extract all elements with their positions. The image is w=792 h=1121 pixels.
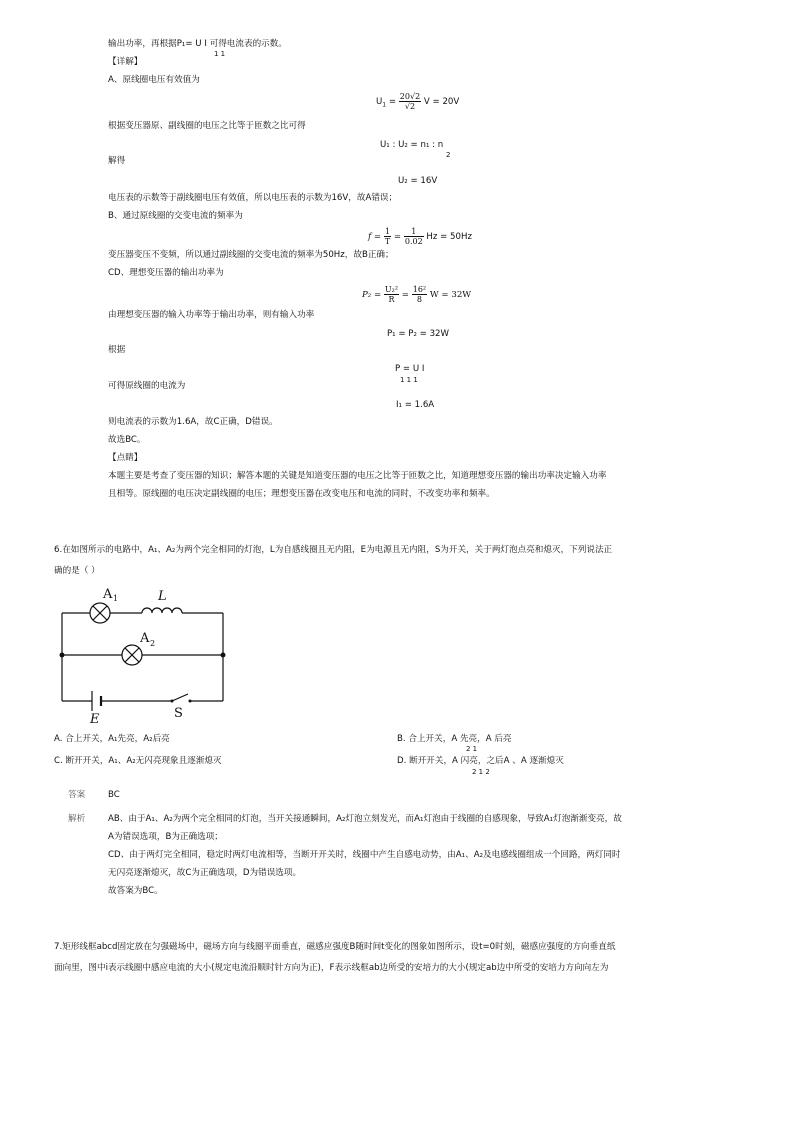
text-line: 且相等。原线圈的电压决定副线圈的电压；理想变压器在改变电压和电流的同时，不改变功率和频率。 bbox=[108, 489, 495, 499]
analysis-line: CD、由于两灯完全相同，稳定时两灯电流相等，当断开开关时，线圈中产生自感电动势，由A₁、A₂及电感线圈组成一个回路，两灯同时 bbox=[108, 850, 621, 860]
answer-label: 答案 bbox=[68, 790, 86, 800]
subscript: 2 1 bbox=[466, 745, 478, 753]
question-stem: 7.矩形线框abcd固定放在匀强磁场中，磁场方向与线圈平面垂直，磁感应强度B随时间t变化的图象如图所示，设t=0时刻，磁感应强度的方向垂直纸 bbox=[54, 942, 616, 952]
junction-dot bbox=[60, 653, 65, 658]
text-line: 则电流表的示数为1.6A，故C正确，D错误。 bbox=[108, 417, 278, 427]
battery-icon bbox=[92, 691, 101, 711]
question-stem: 面向里，图中i表示线圈中感应电流的大小(规定电流沿顺时针方向为正)，F表示线框ab边所受的安培力的大小(规定ab边中所受的安培力方向向左为 bbox=[54, 963, 609, 973]
equation-output-power: P₂ = $\frac{\text{U₂²}}{R}$ = $\frac{\text{16²}}{8}$ W = 32W bbox=[362, 285, 472, 304]
text-line: 本题主要是考查了变压器的知识；解答本题的关键是知道变压器的电压之比等于匝数之比，知道理想变压器的输出功率决定输入功率 bbox=[108, 471, 607, 481]
option-b: B. 合上开关，A 先亮，A 后亮 bbox=[397, 734, 512, 744]
label-e: E bbox=[90, 712, 100, 727]
answer-value: BC bbox=[108, 790, 120, 800]
label-s: S bbox=[174, 706, 183, 721]
equation-ratio: U₁ : U₂ = n₁ : n bbox=[380, 140, 444, 150]
circuit-diagram bbox=[54, 582, 234, 728]
equation-u1: $U_1$ = $\frac{20√2}{√2}$ V = 20V bbox=[376, 92, 460, 111]
equation-u2: U₂ = 16V bbox=[398, 176, 438, 186]
text-line: 输出功率，再根据P₁= U I 可得电流表的示数。 bbox=[108, 39, 287, 49]
text-line: 电压表的示数等于副线圈电压有效值，所以电压表的示数为16V，故A错误； bbox=[108, 193, 398, 203]
text-line: B、通过原线圈的交变电流的频率为 bbox=[108, 211, 243, 221]
question-stem: 6.在如图所示的电路中，A₁、A₂为两个完全相同的灯泡，L为自感线圈且无内阻，E为电源且无内阻，S为开关，关于两灯泡点亮和熄灭，下列说法正 bbox=[54, 545, 613, 555]
text-line: 根据变压器原、副线圈的电压之比等于匝数之比可得 bbox=[108, 121, 306, 131]
equation-p1: P₁ = P₂ = 32W bbox=[387, 329, 450, 339]
switch-contact bbox=[189, 700, 192, 703]
analysis-label: 解析 bbox=[68, 814, 86, 824]
option-a: A. 合上开关，A₁先亮，A₂后亮 bbox=[54, 734, 170, 744]
text-line: 根据 bbox=[108, 345, 126, 355]
equation-frequency: f = $\frac{1}{T}$ = $\frac{1}{0.02}$ Hz = 50Hz bbox=[368, 227, 472, 246]
label-a2-sub: 2 bbox=[150, 639, 156, 648]
text-line: 可得原线圈的电流为 bbox=[108, 381, 186, 391]
subscript: 2 bbox=[446, 151, 451, 159]
label-a2: A bbox=[140, 631, 150, 646]
analysis-line: A为错误选项，B为正确选项； bbox=[108, 832, 223, 842]
detail-tag: 【详解】 bbox=[108, 57, 143, 67]
analysis-line: AB、由于A₁、A₂为两个完全相同的灯泡，当开关接通瞬间，A₂灯泡立刻发光，而A₁灯泡由于线圈的自感现象，导致A₁灯泡渐渐变亮，故 bbox=[108, 814, 622, 824]
option-d: D. 断开开关，A 闪亮，之后A 、A 逐渐熄灭 bbox=[397, 756, 564, 766]
text-line: 解得 bbox=[108, 156, 126, 166]
subscript: 1 1 bbox=[214, 50, 226, 58]
equation-i1: I₁ = 1.6A bbox=[396, 400, 435, 410]
text-line: 由理想变压器的输入功率等于输出功率，则有输入功率 bbox=[108, 310, 315, 320]
text-line: CD、理想变压器的输出功率为 bbox=[108, 268, 224, 278]
label-a1-sub: 1 bbox=[113, 594, 119, 603]
lamp-a2-icon bbox=[122, 645, 142, 665]
comment-tag: 【点睛】 bbox=[108, 453, 143, 463]
subscript: 2 1 2 bbox=[472, 768, 490, 776]
junction-dot bbox=[221, 653, 226, 658]
equation-power: P = U I bbox=[395, 364, 425, 374]
analysis-line: 故答案为BC。 bbox=[108, 886, 163, 896]
switch-contact bbox=[171, 700, 174, 703]
text-line: 故选BC。 bbox=[108, 435, 146, 445]
text-line: A、原线圈电压有效值为 bbox=[108, 75, 200, 85]
subscript: 1 1 1 bbox=[400, 376, 418, 384]
label-l: L bbox=[158, 589, 167, 604]
label-a1: A bbox=[103, 587, 113, 602]
question-stem: 确的是（ ） bbox=[54, 566, 100, 576]
lamp-a1-icon bbox=[90, 603, 110, 623]
analysis-line: 无闪亮逐渐熄灭，故C为正确选项，D为错误选项。 bbox=[108, 868, 302, 878]
option-c: C. 断开开关，A₁、A₂无闪亮现象且逐渐熄灭 bbox=[54, 756, 222, 766]
text-line: 变压器变压不变频，所以通过副线圈的交变电流的频率为50Hz，故B正确； bbox=[108, 250, 394, 260]
